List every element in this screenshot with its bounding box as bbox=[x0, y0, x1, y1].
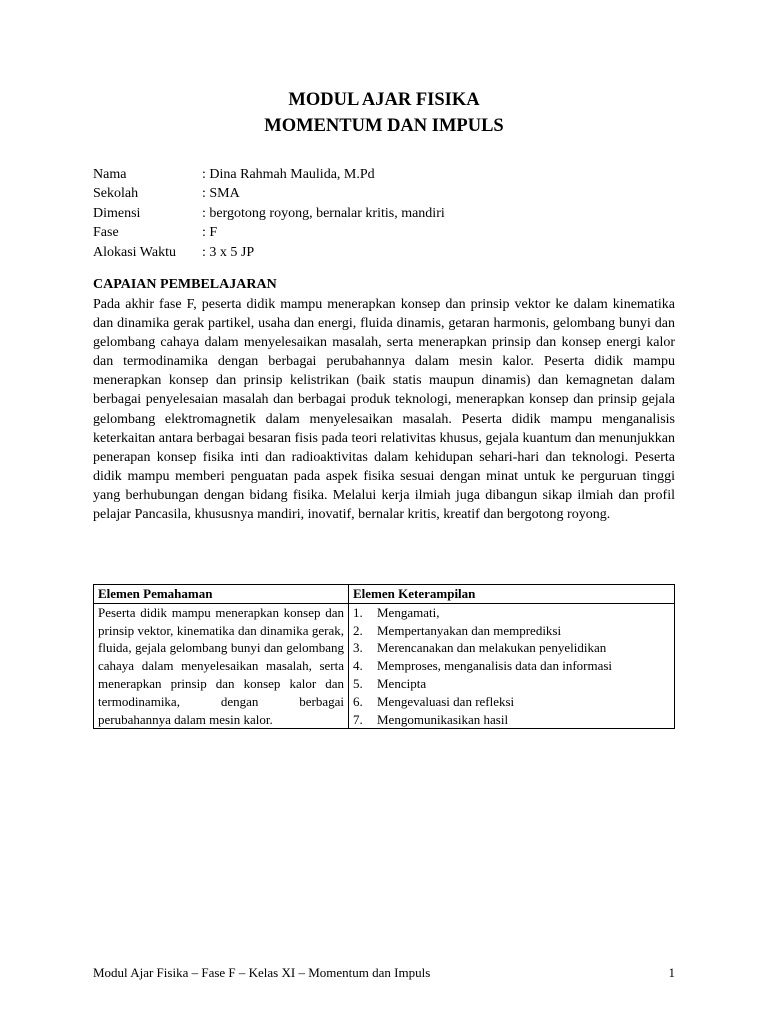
list-number: 4. bbox=[353, 658, 363, 674]
list-number: 6. bbox=[353, 693, 363, 709]
page-footer bbox=[93, 964, 675, 982]
list-item bbox=[353, 639, 670, 657]
info-value: : Dina Rahmah Maulida, M.Pd bbox=[202, 167, 375, 182]
capaian-paragraph: Pada akhir fase F, peserta didik mampu menerapkan konsep dan prinsip vektor ke dalam kinematika dan dinamika gerak partikel, usaha dan energi, fluida dinamis, getaran harmonis, gelombang bunyi dan gelombang cahaya dalam menyelesaikan masalah, serta menerapkan prinsip dan konsep energi kalor dan termodinamika dengan berbagai perubahannya dalam mesin kalor. Peserta didik mampu menerapkan konsep dan prinsip kelistrikan (baik statis maupun dinamis) dan kemagnetan dalam berbagai penyelesaian masalah dan berbagai produk teknologi, menerapkan konsep dan prinsip gejala gelombang elektromagnetik dalam menyelesaikan masalah. Peserta didik mampu menganalisis keterkaitan antara berbagai besaran fisis pada teori relativitas khusus, gejala kuantum dan menunjukkan penerapan konsep fisika inti dan radioaktivitas dalam kehidupan sehari-hari dan teknologi. Peserta didik mampu memberi penguatan pada aspek fisika sesuai dengan minat untuk ke perguruan tinggi yang berhubungan dengan bidang fisika. Melalui kerja ilmiah juga dibangun sikap ilmiah dan profil pelajar Pancasila, khususnya mandiri, inovatif, bernalar kritis, kreatif dan bergotong royong. bbox=[93, 297, 675, 523]
info-value: : bergotong royong, bernalar kritis, mandiri bbox=[202, 205, 445, 221]
skills-list bbox=[353, 604, 670, 729]
section-heading-capaian: CAPAIAN PEMBELAJARAN bbox=[93, 277, 277, 292]
document-subtitle: MOMENTUM DAN IMPULS bbox=[264, 116, 504, 136]
info-row-nama bbox=[93, 165, 445, 184]
footer-text: Modul Ajar Fisika – Fase F – Kelas XI – Momentum dan Impuls bbox=[93, 965, 431, 980]
list-item bbox=[353, 675, 670, 693]
table-row bbox=[94, 603, 675, 729]
info-row-fase bbox=[93, 223, 445, 242]
info-row-dimensi bbox=[93, 204, 445, 223]
info-label: Nama bbox=[93, 167, 127, 182]
list-text: Mencipta bbox=[377, 675, 427, 691]
list-text: Merencanakan dan melakukan penyelidikan bbox=[377, 640, 607, 656]
info-label: Dimensi bbox=[93, 205, 141, 221]
list-text: Mengamati, bbox=[377, 604, 440, 620]
header-elemen-pemahaman: Elemen Pemahaman bbox=[94, 585, 349, 604]
list-number: 2. bbox=[353, 622, 363, 638]
info-row-sekolah bbox=[93, 184, 445, 203]
list-number: 7. bbox=[353, 711, 363, 727]
list-number: 1. bbox=[353, 604, 363, 620]
list-item bbox=[353, 604, 670, 622]
elemen-table bbox=[93, 584, 675, 729]
info-label: Fase bbox=[93, 225, 119, 241]
elemen-keterampilan-cell bbox=[349, 603, 675, 729]
list-number: 3. bbox=[353, 640, 363, 656]
header-elemen-keterampilan: Elemen Keterampilan bbox=[349, 585, 675, 604]
info-value: : 3 x 5 JP bbox=[202, 244, 255, 260]
list-text: Mengomunikasikan hasil bbox=[377, 711, 509, 727]
list-text: Memproses, menganalisis data dan informasi bbox=[377, 658, 613, 674]
elemen-pemahaman-cell bbox=[94, 603, 349, 729]
list-item bbox=[353, 693, 670, 711]
table-header-row bbox=[94, 585, 675, 604]
list-item bbox=[353, 622, 670, 640]
document-page bbox=[93, 0, 675, 1024]
page-number: 1 bbox=[668, 965, 675, 980]
list-text: Mengevaluasi dan refleksi bbox=[377, 693, 515, 709]
identity-block bbox=[93, 165, 445, 262]
info-label: Sekolah bbox=[93, 186, 139, 202]
info-row-alokasi-waktu bbox=[93, 243, 445, 262]
info-value: : F bbox=[202, 225, 218, 241]
list-number: 5. bbox=[353, 675, 363, 691]
list-text: Mempertanyakan dan memprediksi bbox=[377, 622, 562, 638]
document-title: MODUL AJAR FISIKA bbox=[288, 90, 480, 110]
elemen-pemahaman-text: Peserta didik mampu menerapkan konsep dan prinsip vektor, kinematika dan dinamika gerak, fluida, gejala gelombang bunyi dan gelombang cahaya dalam menyelesaikan masalah, serta menerapkan prinsip dan konsep kalor dan termodinamika, dengan berbagai perubahannya dalam mesin kalor. bbox=[98, 604, 344, 727]
info-value: : SMA bbox=[202, 186, 240, 202]
info-label: Alokasi Waktu bbox=[93, 244, 176, 260]
list-item bbox=[353, 711, 670, 729]
list-item bbox=[353, 657, 670, 675]
